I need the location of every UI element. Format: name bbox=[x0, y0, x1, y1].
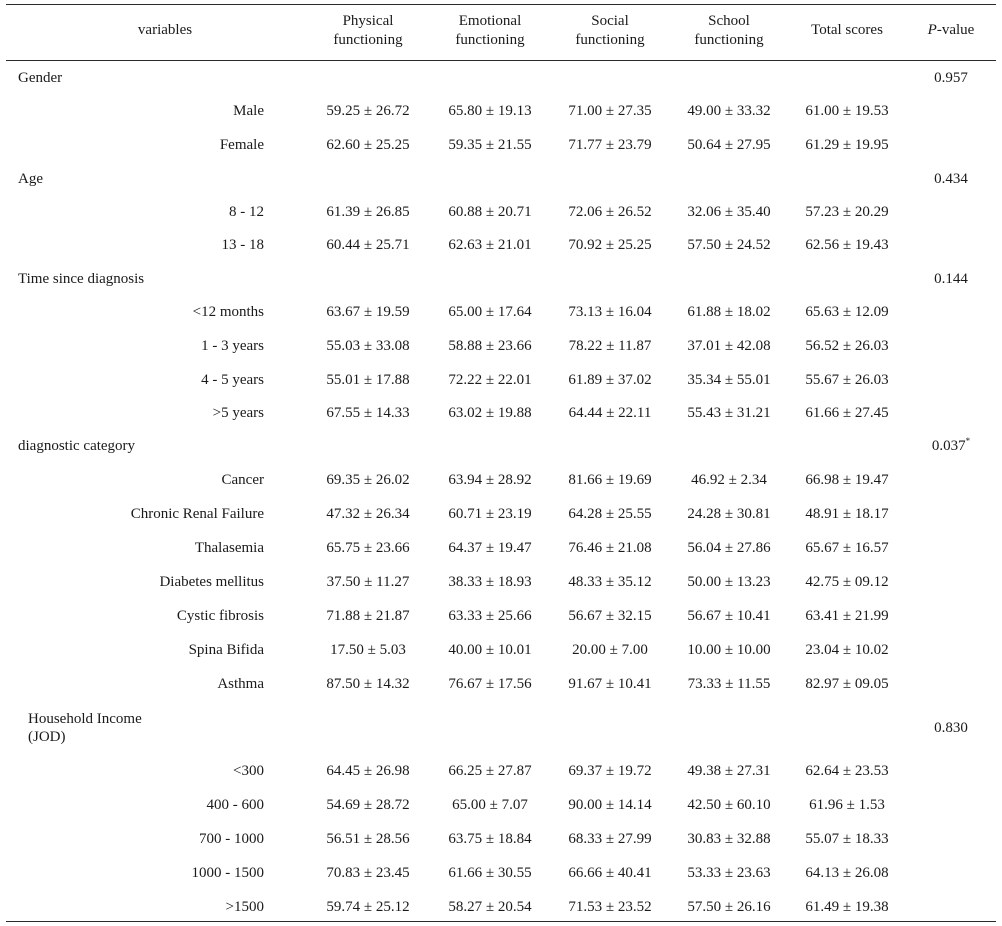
emotional-score-cell: 63.94 ± 28.92 bbox=[448, 471, 532, 488]
school-score-cell: 53.33 ± 23.63 bbox=[687, 864, 771, 881]
school-score-cell: 30.83 ± 32.88 bbox=[687, 830, 771, 847]
empty-cell bbox=[306, 701, 430, 755]
empty-cell bbox=[430, 61, 550, 95]
header-pvalue: P-value bbox=[927, 22, 975, 38]
table-row bbox=[6, 497, 996, 531]
empty-cell bbox=[906, 667, 996, 701]
total-score-cell: 62.56 ± 19.43 bbox=[805, 236, 889, 253]
empty-cell bbox=[306, 162, 430, 196]
empty-cell bbox=[306, 429, 430, 463]
table-row bbox=[6, 296, 996, 329]
school-score-cell: 73.33 ± 11.55 bbox=[687, 675, 771, 692]
social-score-cell: 76.46 ± 21.08 bbox=[568, 539, 652, 556]
table-row bbox=[6, 363, 996, 397]
total-score-cell: 42.75 ± 09.12 bbox=[805, 573, 889, 590]
table-row bbox=[6, 633, 996, 667]
empty-cell bbox=[788, 61, 906, 95]
total-score-cell: 56.52 ± 26.03 bbox=[805, 337, 889, 354]
table-row bbox=[6, 128, 996, 162]
total-score-cell: 55.07 ± 18.33 bbox=[805, 830, 889, 847]
row-label: >1500 bbox=[225, 898, 264, 915]
emotional-score-cell: 40.00 ± 10.01 bbox=[448, 641, 532, 658]
row-label: >5 years bbox=[212, 404, 264, 421]
social-score-cell: 61.89 ± 37.02 bbox=[568, 371, 652, 388]
physical-score-cell: 55.03 ± 33.08 bbox=[326, 337, 410, 354]
empty-cell bbox=[430, 701, 550, 755]
social-score-cell: 81.66 ± 19.69 bbox=[568, 471, 652, 488]
emotional-score-cell: 64.37 ± 19.47 bbox=[448, 539, 532, 556]
social-score-cell: 48.33 ± 35.12 bbox=[568, 573, 652, 590]
results-table bbox=[6, 0, 996, 924]
empty-cell bbox=[670, 701, 788, 755]
row-label: Asthma bbox=[217, 675, 264, 692]
table-row bbox=[6, 329, 996, 363]
empty-cell bbox=[670, 262, 788, 296]
emotional-score-cell: 58.27 ± 20.54 bbox=[448, 898, 532, 915]
empty-cell bbox=[906, 890, 996, 924]
table-row bbox=[6, 822, 996, 856]
empty-cell bbox=[906, 822, 996, 856]
row-label: 8 - 12 bbox=[229, 203, 264, 220]
empty-cell bbox=[906, 128, 996, 162]
school-score-cell: 37.01 ± 42.08 bbox=[687, 337, 771, 354]
social-score-cell: 90.00 ± 14.14 bbox=[568, 796, 652, 813]
social-score-cell: 64.28 ± 25.55 bbox=[568, 505, 652, 522]
total-score-cell: 64.13 ± 26.08 bbox=[805, 864, 889, 881]
header-physical: Physical functioning bbox=[333, 12, 403, 48]
empty-cell bbox=[906, 463, 996, 497]
row-label: 700 - 1000 bbox=[199, 830, 264, 847]
social-score-cell: 69.37 ± 19.72 bbox=[568, 763, 652, 779]
physical-score-cell: 17.50 ± 5.03 bbox=[330, 641, 406, 658]
social-score-cell: 71.77 ± 23.79 bbox=[568, 136, 652, 153]
header-social: Social functioning bbox=[575, 12, 645, 48]
emotional-score-cell: 65.80 ± 19.13 bbox=[448, 103, 532, 119]
row-label: Cystic fibrosis bbox=[176, 607, 264, 624]
empty-cell bbox=[906, 329, 996, 363]
empty-cell bbox=[788, 701, 906, 755]
total-score-cell: 62.64 ± 23.53 bbox=[805, 763, 889, 779]
physical-score-cell: 63.67 ± 19.59 bbox=[326, 304, 410, 320]
physical-score-cell: 64.45 ± 26.98 bbox=[326, 763, 410, 779]
empty-cell bbox=[550, 61, 670, 95]
empty-cell bbox=[430, 162, 550, 196]
p-value: 0.830 bbox=[934, 719, 968, 736]
school-score-cell: 35.34 ± 55.01 bbox=[687, 371, 771, 388]
empty-cell bbox=[906, 196, 996, 228]
table-row bbox=[6, 196, 996, 228]
empty-cell bbox=[906, 296, 996, 329]
header-variables: variables bbox=[137, 22, 193, 38]
header-total: Total scores bbox=[811, 22, 883, 38]
empty-cell bbox=[430, 429, 550, 463]
empty-cell bbox=[906, 565, 996, 599]
school-score-cell: 32.06 ± 35.40 bbox=[687, 203, 771, 220]
physical-score-cell: 55.01 ± 17.88 bbox=[326, 371, 410, 388]
table-row bbox=[6, 667, 996, 701]
school-score-cell: 42.50 ± 60.10 bbox=[687, 796, 771, 813]
significance-mark: * bbox=[965, 435, 971, 446]
row-label: <12 months bbox=[192, 304, 264, 320]
empty-cell bbox=[906, 228, 996, 262]
total-score-cell: 57.23 ± 20.29 bbox=[805, 203, 889, 220]
physical-score-cell: 70.83 ± 23.45 bbox=[326, 864, 410, 881]
header-row bbox=[6, 0, 996, 61]
school-score-cell: 49.00 ± 33.32 bbox=[687, 103, 771, 119]
row-label: Diabetes mellitus bbox=[159, 573, 264, 590]
physical-score-cell: 69.35 ± 26.02 bbox=[326, 471, 410, 488]
p-value: 0.037* bbox=[931, 435, 971, 454]
empty-cell bbox=[306, 61, 430, 95]
school-score-cell: 24.28 ± 30.81 bbox=[687, 505, 771, 522]
physical-score-cell: 54.69 ± 28.72 bbox=[326, 796, 410, 813]
header-school: School functioning bbox=[694, 12, 764, 48]
empty-cell bbox=[906, 599, 996, 633]
group-row bbox=[6, 162, 996, 196]
row-label: Male bbox=[233, 103, 264, 119]
school-score-cell: 50.00 ± 13.23 bbox=[687, 573, 771, 590]
group-row bbox=[6, 701, 996, 755]
school-score-cell: 57.50 ± 26.16 bbox=[687, 898, 771, 915]
total-score-cell: 66.98 ± 19.47 bbox=[805, 471, 889, 488]
total-score-cell: 63.41 ± 21.99 bbox=[805, 607, 889, 624]
social-score-cell: 71.00 ± 27.35 bbox=[568, 103, 652, 119]
row-label: 1000 - 1500 bbox=[191, 864, 264, 881]
school-score-cell: 56.67 ± 10.41 bbox=[687, 607, 771, 624]
table-row bbox=[6, 228, 996, 262]
empty-cell bbox=[550, 429, 670, 463]
table-row bbox=[6, 599, 996, 633]
total-score-cell: 65.63 ± 12.09 bbox=[805, 304, 889, 320]
total-score-cell: 55.67 ± 26.03 bbox=[805, 371, 889, 388]
total-score-cell: 65.67 ± 16.57 bbox=[805, 539, 889, 556]
empty-cell bbox=[670, 162, 788, 196]
table-row bbox=[6, 397, 996, 429]
emotional-score-cell: 59.35 ± 21.55 bbox=[448, 136, 532, 153]
social-score-cell: 73.13 ± 16.04 bbox=[568, 304, 652, 320]
social-score-cell: 78.22 ± 11.87 bbox=[568, 337, 652, 354]
physical-score-cell: 56.51 ± 28.56 bbox=[326, 830, 410, 847]
empty-cell bbox=[788, 162, 906, 196]
physical-score-cell: 61.39 ± 26.85 bbox=[326, 203, 410, 220]
total-score-cell: 61.29 ± 19.95 bbox=[805, 136, 889, 153]
physical-score-cell: 59.25 ± 26.72 bbox=[326, 103, 410, 119]
group-label: Age bbox=[18, 170, 43, 187]
row-label: <300 bbox=[233, 763, 264, 779]
physical-score-cell: 47.32 ± 26.34 bbox=[326, 505, 410, 522]
social-score-cell: 64.44 ± 22.11 bbox=[568, 404, 652, 421]
physical-score-cell: 65.75 ± 23.66 bbox=[326, 539, 410, 556]
empty-cell bbox=[670, 429, 788, 463]
emotional-score-cell: 60.88 ± 20.71 bbox=[448, 203, 532, 220]
physical-score-cell: 87.50 ± 14.32 bbox=[326, 675, 410, 692]
group-label: diagnostic category bbox=[18, 437, 136, 454]
total-score-cell: 82.97 ± 09.05 bbox=[805, 675, 889, 692]
table-row bbox=[6, 531, 996, 565]
school-score-cell: 56.04 ± 27.86 bbox=[687, 539, 771, 556]
physical-score-cell: 71.88 ± 21.87 bbox=[326, 607, 410, 624]
empty-cell bbox=[906, 755, 996, 788]
emotional-score-cell: 63.33 ± 25.66 bbox=[448, 607, 532, 624]
group-row bbox=[6, 429, 996, 463]
school-score-cell: 46.92 ± 2.34 bbox=[691, 471, 767, 488]
empty-cell bbox=[550, 701, 670, 755]
emotional-score-cell: 65.00 ± 17.64 bbox=[448, 304, 532, 320]
row-label: 1 - 3 years bbox=[201, 337, 264, 354]
row-label: 13 - 18 bbox=[221, 236, 264, 253]
emotional-score-cell: 60.71 ± 23.19 bbox=[448, 505, 532, 522]
table-row bbox=[6, 890, 996, 924]
table-row bbox=[6, 755, 996, 788]
empty-cell bbox=[670, 61, 788, 95]
empty-cell bbox=[906, 95, 996, 128]
physical-score-cell: 37.50 ± 11.27 bbox=[326, 573, 410, 590]
emotional-score-cell: 62.63 ± 21.01 bbox=[448, 236, 532, 253]
emotional-score-cell: 66.25 ± 27.87 bbox=[448, 763, 532, 779]
social-score-cell: 20.00 ± 7.00 bbox=[572, 641, 648, 658]
empty-cell bbox=[906, 397, 996, 429]
empty-cell bbox=[550, 162, 670, 196]
total-score-cell: 61.49 ± 19.38 bbox=[805, 898, 889, 915]
social-score-cell: 68.33 ± 27.99 bbox=[568, 830, 652, 847]
p-value: 0.434 bbox=[934, 170, 968, 187]
total-score-cell: 23.04 ± 10.02 bbox=[805, 641, 889, 658]
emotional-score-cell: 76.67 ± 17.56 bbox=[448, 675, 532, 692]
school-score-cell: 49.38 ± 27.31 bbox=[687, 763, 771, 779]
table-row bbox=[6, 95, 996, 128]
school-score-cell: 10.00 ± 10.00 bbox=[687, 641, 771, 658]
physical-score-cell: 62.60 ± 25.25 bbox=[326, 136, 410, 153]
empty-cell bbox=[906, 633, 996, 667]
emotional-score-cell: 63.02 ± 19.88 bbox=[448, 404, 532, 421]
emotional-score-cell: 58.88 ± 23.66 bbox=[448, 337, 532, 354]
p-value: 0.144 bbox=[934, 270, 968, 287]
physical-score-cell: 59.74 ± 25.12 bbox=[326, 898, 410, 915]
group-row bbox=[6, 61, 996, 95]
row-label: 400 - 600 bbox=[206, 796, 264, 813]
group-label: Gender bbox=[18, 69, 63, 86]
empty-cell bbox=[906, 497, 996, 531]
social-score-cell: 71.53 ± 23.52 bbox=[568, 898, 652, 915]
school-score-cell: 61.88 ± 18.02 bbox=[687, 304, 771, 320]
social-score-cell: 66.66 ± 40.41 bbox=[568, 864, 652, 881]
group-label: Time since diagnosis bbox=[18, 270, 145, 287]
school-score-cell: 55.43 ± 31.21 bbox=[687, 404, 771, 421]
emotional-score-cell: 38.33 ± 18.93 bbox=[448, 573, 532, 590]
empty-cell bbox=[906, 856, 996, 890]
empty-cell bbox=[906, 531, 996, 565]
empty-cell bbox=[306, 262, 430, 296]
empty-cell bbox=[550, 262, 670, 296]
total-score-cell: 61.96 ± 1.53 bbox=[809, 796, 885, 813]
table-row bbox=[6, 856, 996, 890]
emotional-score-cell: 63.75 ± 18.84 bbox=[448, 830, 532, 847]
row-label: Chronic Renal Failure bbox=[130, 505, 264, 522]
table-row bbox=[6, 565, 996, 599]
social-score-cell: 56.67 ± 32.15 bbox=[568, 607, 652, 624]
row-label: Female bbox=[219, 136, 264, 153]
emotional-score-cell: 72.22 ± 22.01 bbox=[448, 371, 532, 388]
emotional-score-cell: 65.00 ± 7.07 bbox=[452, 796, 528, 813]
table-row bbox=[6, 463, 996, 497]
row-label: Cancer bbox=[221, 471, 264, 488]
empty-cell bbox=[906, 788, 996, 822]
emotional-score-cell: 61.66 ± 30.55 bbox=[448, 864, 532, 881]
social-score-cell: 70.92 ± 25.25 bbox=[568, 236, 652, 253]
row-label: 4 - 5 years bbox=[201, 371, 264, 388]
empty-cell bbox=[906, 363, 996, 397]
total-score-cell: 48.91 ± 18.17 bbox=[805, 505, 889, 522]
empty-cell bbox=[788, 429, 906, 463]
physical-score-cell: 60.44 ± 25.71 bbox=[326, 236, 410, 253]
header-emotional: Emotional functioning bbox=[455, 12, 525, 48]
physical-score-cell: 67.55 ± 14.33 bbox=[326, 404, 410, 421]
row-label: Spina Bifida bbox=[188, 641, 264, 658]
p-value: 0.957 bbox=[934, 69, 968, 86]
school-score-cell: 50.64 ± 27.95 bbox=[687, 136, 771, 153]
row-label: Thalasemia bbox=[194, 539, 264, 556]
social-score-cell: 91.67 ± 10.41 bbox=[568, 675, 652, 692]
empty-cell bbox=[788, 262, 906, 296]
total-score-cell: 61.00 ± 19.53 bbox=[805, 103, 889, 119]
social-score-cell: 72.06 ± 26.52 bbox=[568, 203, 652, 220]
total-score-cell: 61.66 ± 27.45 bbox=[805, 404, 889, 421]
group-label: Household Income (JOD) bbox=[28, 711, 142, 745]
table-body bbox=[6, 61, 996, 924]
empty-cell bbox=[430, 262, 550, 296]
table-row bbox=[6, 788, 996, 822]
school-score-cell: 57.50 ± 24.52 bbox=[687, 236, 771, 253]
group-row bbox=[6, 262, 996, 296]
